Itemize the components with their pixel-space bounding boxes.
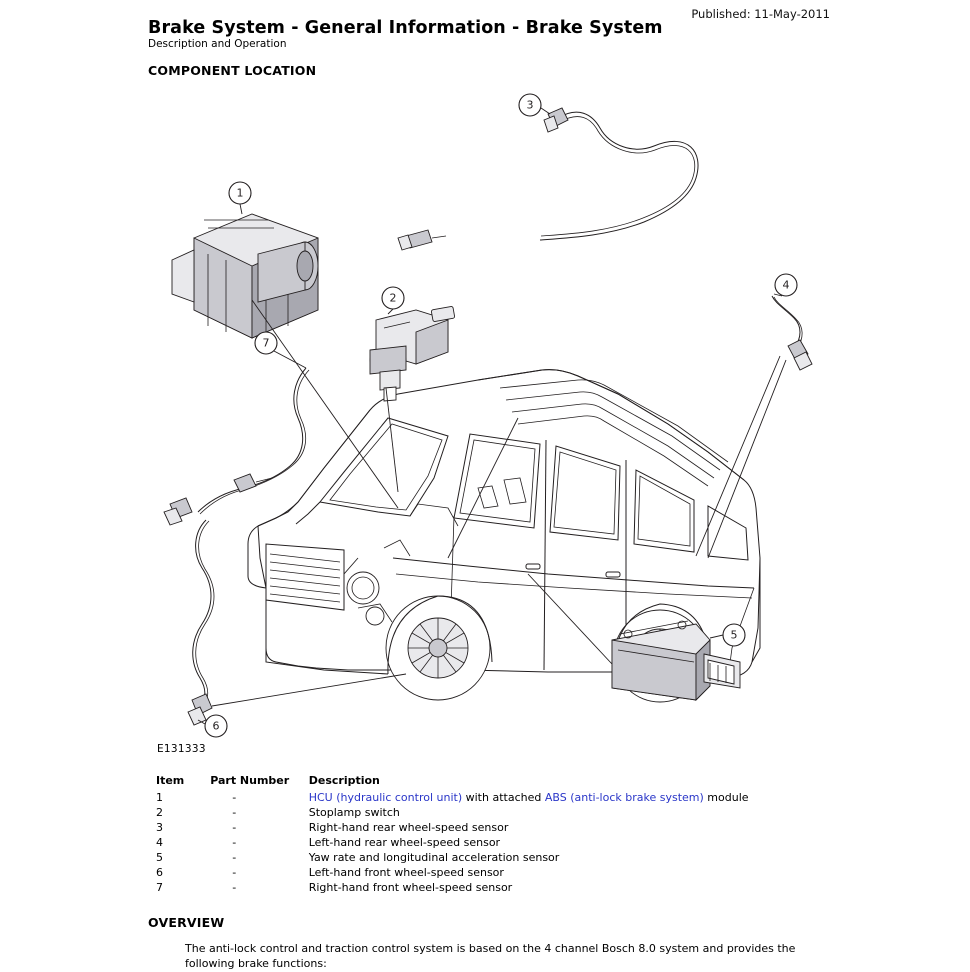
cell-part-number: - bbox=[232, 836, 237, 849]
cell-description: Right-hand front wheel-speed sensor bbox=[308, 881, 513, 894]
published-date: Published: 11-May-2011 bbox=[691, 7, 830, 21]
callout-label-1: 1 bbox=[236, 186, 244, 200]
section-heading-overview: OVERVIEW bbox=[148, 915, 225, 930]
cell-item: 4 bbox=[156, 836, 163, 849]
cell-description: Left-hand front wheel-speed sensor bbox=[308, 866, 504, 879]
desc-text-mid: with attached bbox=[462, 791, 545, 804]
section-heading-component-location: COMPONENT LOCATION bbox=[148, 63, 317, 78]
callout-label-2: 2 bbox=[389, 291, 397, 305]
part-yaw-rate-sensor bbox=[528, 574, 745, 700]
cell-part-number: - bbox=[232, 821, 237, 834]
callout-label-4: 4 bbox=[782, 278, 790, 292]
cell-part-number: - bbox=[232, 791, 237, 804]
cell-item: 7 bbox=[156, 881, 163, 894]
cell-item: 1 bbox=[156, 791, 163, 804]
table-row bbox=[148, 835, 848, 850]
cell-item: 3 bbox=[156, 821, 163, 834]
parts-table bbox=[148, 774, 848, 895]
table-row bbox=[148, 790, 848, 805]
page-title: Brake System - General Information - Brake System bbox=[148, 18, 663, 38]
part-rh-front-wheel-speed-sensor bbox=[164, 332, 309, 525]
column-header-description: Description bbox=[308, 774, 380, 787]
callout-label-6: 6 bbox=[212, 719, 220, 733]
cell-description: Stoplamp switch bbox=[308, 806, 400, 819]
cell-item: 2 bbox=[156, 806, 163, 819]
cell-part-number: - bbox=[232, 881, 237, 894]
cell-part-number: - bbox=[232, 866, 237, 879]
overview-paragraph: The anti-lock control and traction control system is based on the 4 channel Bosch 8.0 system and provides the following brake functions: bbox=[185, 942, 796, 970]
cell-part-number: - bbox=[232, 851, 237, 864]
table-row bbox=[148, 805, 848, 820]
table-row bbox=[148, 850, 848, 865]
table-row bbox=[148, 865, 848, 880]
figure-code: E131333 bbox=[157, 743, 206, 755]
desc-text-post: module bbox=[703, 791, 749, 804]
table-row bbox=[148, 820, 848, 835]
part-hcu-abs-module bbox=[172, 182, 398, 508]
column-header-part-number: Part Number bbox=[210, 774, 290, 787]
part-rh-rear-wheel-speed-sensor bbox=[398, 94, 698, 250]
callout-label-3: 3 bbox=[526, 98, 534, 112]
part-stoplamp-switch bbox=[370, 287, 455, 492]
cell-part-number: - bbox=[232, 806, 237, 819]
leader-lines bbox=[344, 418, 518, 574]
page-subtitle: Description and Operation bbox=[148, 38, 287, 50]
table-row bbox=[148, 880, 848, 895]
cell-description bbox=[309, 790, 848, 805]
link-hcu[interactable]: HCU (hydraulic control unit) bbox=[308, 791, 463, 804]
cell-item: 5 bbox=[156, 851, 163, 864]
callout-label-7: 7 bbox=[262, 336, 270, 350]
cell-description: Yaw rate and longitudinal acceleration sensor bbox=[308, 851, 560, 864]
callout-label-5: 5 bbox=[730, 628, 738, 642]
part-lh-rear-wheel-speed-sensor bbox=[696, 274, 812, 558]
table-header-row bbox=[148, 774, 848, 790]
cell-description: Right-hand rear wheel-speed sensor bbox=[308, 821, 509, 834]
cell-description: Left-hand rear wheel-speed sensor bbox=[308, 836, 501, 849]
cell-item: 6 bbox=[156, 866, 163, 879]
part-lh-front-wheel-speed-sensor bbox=[188, 520, 406, 737]
column-header-item: Item bbox=[156, 774, 185, 787]
component-location-illustration bbox=[148, 88, 828, 758]
link-abs[interactable]: ABS (anti-lock brake system) bbox=[544, 791, 704, 804]
